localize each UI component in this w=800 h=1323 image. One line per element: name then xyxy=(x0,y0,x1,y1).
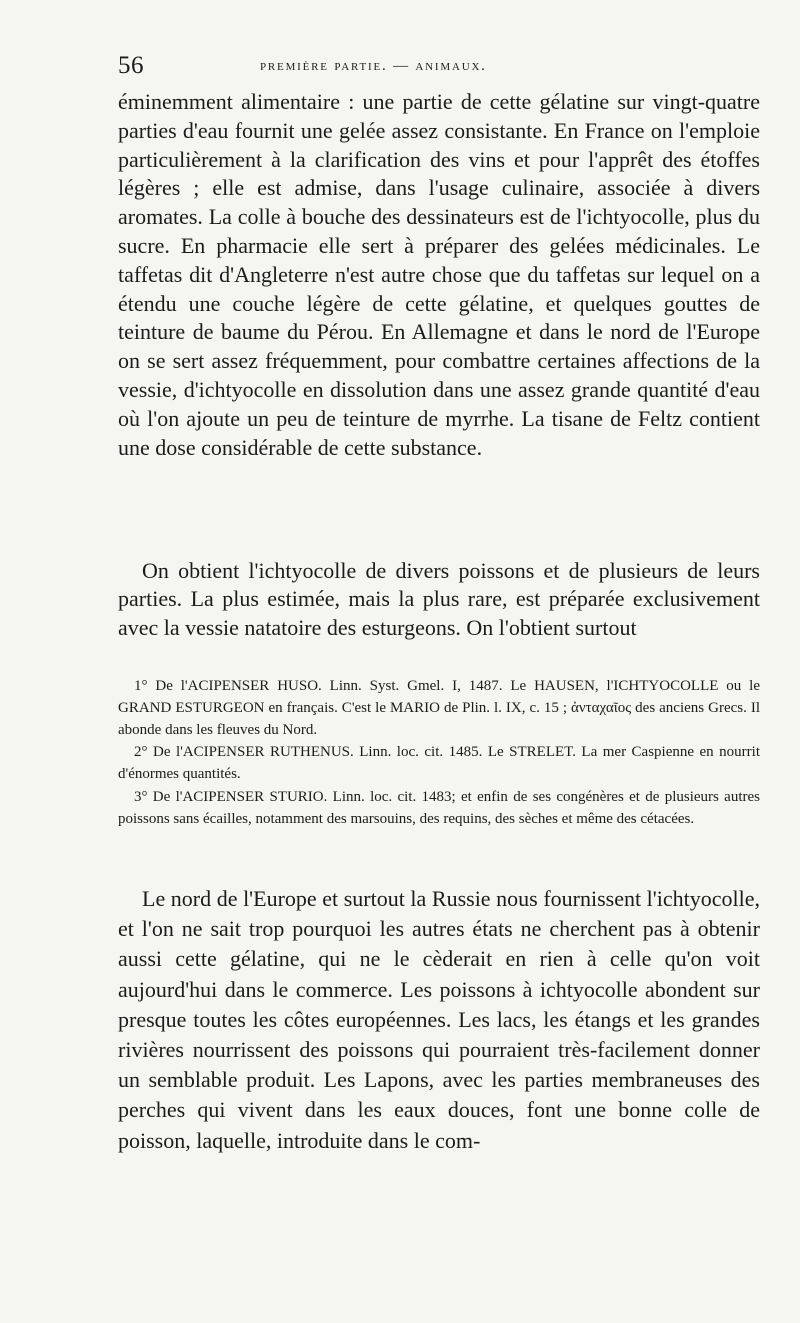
body-paragraph-sources xyxy=(118,557,760,642)
body-paragraph-continued xyxy=(118,88,760,462)
page-header xyxy=(118,50,758,82)
species-note-3: 3° De l'ACIPENSER STURIO. Linn. loc. cit. 1483; et enfin de ses congénères et de plusieurs autres poissons sans écailles, notamment des marsouins, des requins, des sèches et même des cétacées. xyxy=(118,788,760,827)
species-note-2: 2° De l'ACIPENSER RUTHENUS. Linn. loc. cit. 1485. Le STRELET. La mer Caspienne en nourrit d'énormes quantités. xyxy=(118,744,760,783)
paragraph-3: Le nord de l'Europe et surtout la Russie nous fournissent l'ichtyocolle, et l'on ne sait trop pourquoi les autres états ne cherchent pas à obtenir aussi cette gélatine, qui ne le cèderait en rien à celle qu'on voit aujourd'hui dans le commerce. Les poissons à ichtyocolle abondent sur presque toutes les côtes européennes. Les lacs, les étangs et les grandes rivières nourrissent des poissons qui pourraient très-facilement donner un semblable produit. Les Lapons, avec les parties membraneuses des perches qui vivent dans les eaux douces, font une bonne colle de poisson, laquelle, introduite dans le com- xyxy=(118,886,760,1153)
body-paragraph-europe xyxy=(118,884,760,1156)
species-list xyxy=(118,676,760,831)
paragraph-2: On obtient l'ichtyocolle de divers poissons et de plusieurs de leurs parties. La plus estimée, mais la plus rare, est préparée exclusivement avec la vessie natatoire des esturgeons. On l'obtient surtout xyxy=(118,558,760,640)
page-number: 56 xyxy=(118,52,144,79)
species-note-1: 1° De l'ACIPENSER HUSO. Linn. Syst. Gmel. I, 1487. Le HAUSEN, l'ICHTYOCOLLE ou le GRAND ESTURGEON en français. C'est le MARIO de Plin. l. IX, c. 15 ; ἀνταχαῖος des anciens Grecs. Il abonde dans les fleuves du Nord. xyxy=(118,678,760,738)
paragraph-1: éminemment alimentaire : une partie de cette gélatine sur vingt-quatre parties d'eau fournit une gelée assez consistante. En France on l'emploie particulièrement à la clarification des vins et pour l'apprêt des étoffes légères ; elle est admise, dans l'usage culinaire, associée à divers aromates. La colle à bouche des dessinateurs est de l'ichtyocolle, plus du sucre. En pharmacie elle sert à préparer des gelées médicinales. Le taffetas dit d'Angleterre n'est autre chose que du taffetas sur lequel on a étendu une couche légère de cette gélatine, et quelques gouttes de teinture de baume du Pérou. En Allemagne et dans le nord de l'Europe on se sert assez fréquemment, pour combattre certaines affections de la vessie, d'ichtyocolle en dissolution dans une assez grande quantité d'eau où l'on ajoute un peu de teinture de myrrhe. La tisane de Feltz contient une dose considérable de cette substance. xyxy=(118,89,760,460)
running-head: première partie. — animaux. xyxy=(260,58,487,74)
